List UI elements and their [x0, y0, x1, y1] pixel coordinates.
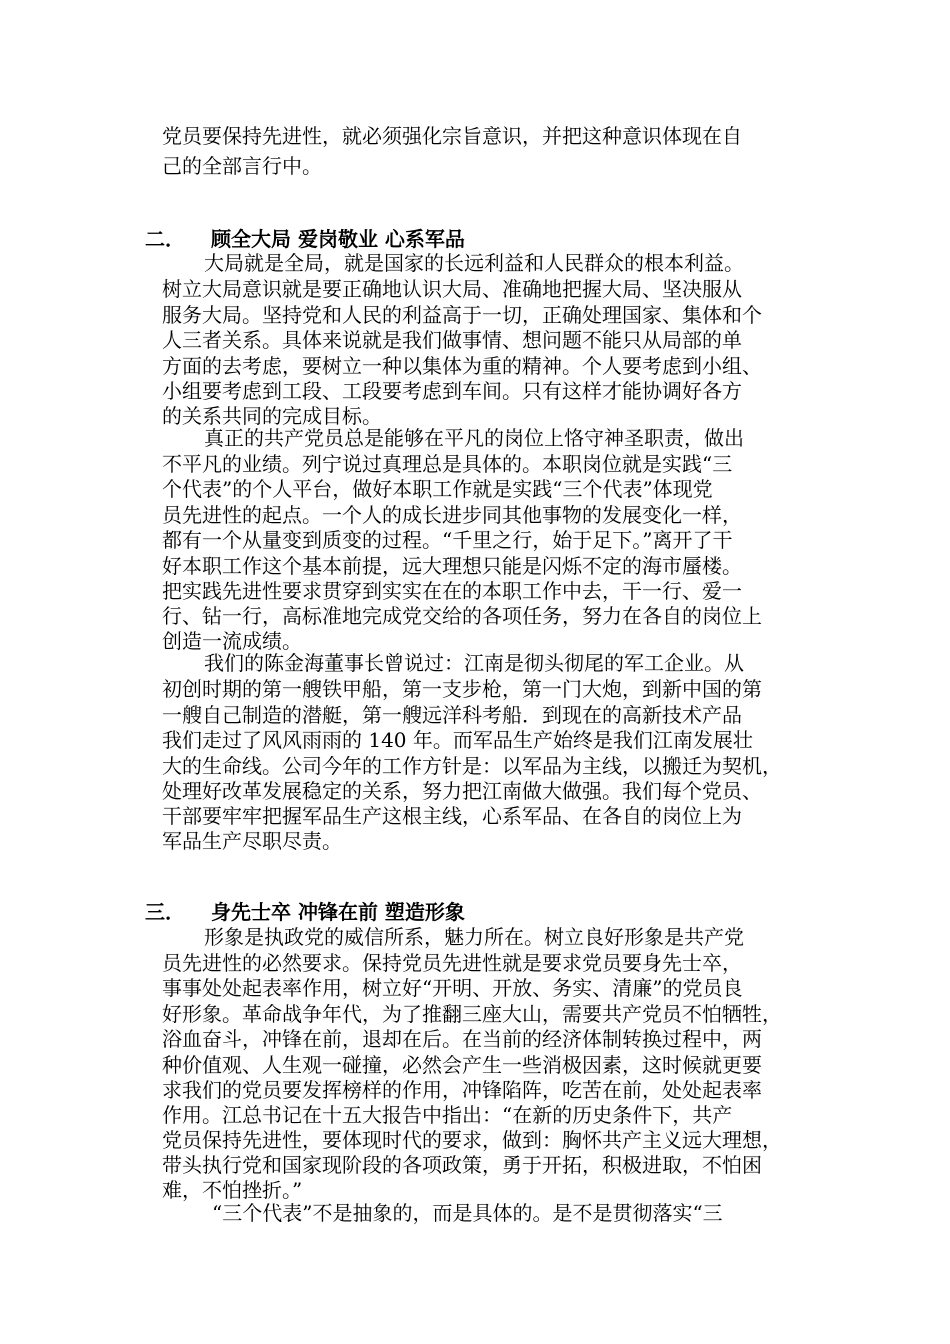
- section-2-number: 二．: [145, 227, 185, 251]
- s2-p2-line-9: 创造一流成绩。: [162, 629, 302, 653]
- s2-p3-line-5: 大的生命线。公司今年的工作方针是：以军品为主线，以搬迁为契机，: [162, 754, 782, 778]
- section-3-title: 身先士卒 冲锋在前 塑造形象: [211, 900, 465, 924]
- s2-p1-line-4: 人三者关系。具体来说就是我们做事情、想问题不能只从局部的单: [162, 328, 742, 352]
- intro-line-2: 己的全部言行中。: [162, 154, 322, 178]
- s2-p1-line-6: 小组要考虑到工段、工段要考虑到车间。只有这样才能协调好各方: [162, 379, 742, 403]
- s3-p1-line-5: 浴血奋斗，冲锋在前，退却在后。在当前的经济体制转换过程中，两: [162, 1027, 762, 1051]
- s2-p3-line-4: 我们走过了风风雨雨的 140 年。而军品生产始终是我们江南发展壮: [162, 728, 753, 752]
- s3-p1-line-10: 带头执行党和国家现阶段的各项政策，勇于开拓，积极进取，不怕困: [162, 1153, 762, 1177]
- s2-p1-line-7: 的关系共同的完成目标。: [162, 404, 382, 428]
- s2-p2-line-7: 把实践先进性要求贯穿到实实在在的本职工作中去，干一行、爱一: [162, 579, 742, 603]
- s3-p1-line-8: 作用。江总书记在十五大报告中指出：“在新的历史条件下，共产: [162, 1103, 733, 1127]
- s2-p3-line-1: 我们的陈金海董事长曾说过：江南是彻头彻尾的军工企业。从: [204, 651, 744, 675]
- section-3-number: 三．: [145, 900, 185, 924]
- s2-p1-line-5: 方面的去考虑，要树立一种以集体为重的精神。个人要考虑到小组、: [162, 354, 762, 378]
- s3-p2-line-1: “三个代表”不是抽象的，而是具体的。是不是贯彻落实“三: [212, 1201, 723, 1225]
- s3-p1-line-9: 党员保持先进性，要体现时代的要求，做到：胸怀共产主义远大理想，: [162, 1128, 782, 1152]
- s2-p2-line-5: 都有一个从量变到质变的过程。“千里之行，始于足下。”离开了干: [162, 528, 733, 552]
- intro-line-1: 党员要保持先进性，就必须强化宗旨意识，并把这种意识体现在自: [162, 124, 742, 148]
- s2-p3-line-7: 干部要牢牢把握军品生产这根主线，心系军品、在各自的岗位上为: [162, 804, 742, 828]
- s3-p1-line-6: 种价值观、人生观一碰撞，必然会产生一些消极因素，这时候就更要: [162, 1053, 762, 1077]
- s2-p2-line-4: 员先进性的起点。一个人的成长进步同其他事物的发展变化一样，: [162, 503, 742, 527]
- s2-p1-line-2: 树立大局意识就是要正确地认识大局、准确地把握大局、坚决服从: [162, 277, 742, 301]
- s2-p2-line-3: 个代表”的个人平台，做好本职工作就是实践“三个代表”体现党: [162, 477, 713, 501]
- s3-p1-line-11: 难，不怕挫折。”: [162, 1178, 303, 1202]
- s2-p1-line-1: 大局就是全局，就是国家的长远利益和人民群众的根本利益。: [204, 251, 744, 275]
- s2-p3-line-8: 军品生产尽职尽责。: [162, 829, 342, 853]
- s2-p3-line-3: 一艘自己制造的潜艇，第一艘远洋科考船．到现在的高新技术产品: [162, 703, 742, 727]
- s2-p2-line-1: 真正的共产党员总是能够在平凡的岗位上恪守神圣职责，做出: [204, 426, 744, 450]
- s3-p1-line-2: 员先进性的必然要求。保持党员先进性就是要求党员要身先士卒，: [162, 951, 742, 975]
- s2-p2-line-6: 好本职工作这个基本前提，远大理想只能是闪烁不定的海市蜃楼。: [162, 554, 742, 578]
- s3-p1-line-3: 事事处处起表率作用，树立好“开明、开放、务实、清廉”的党员良: [162, 976, 743, 1000]
- s2-p2-line-2: 不平凡的业绩。列宁说过真理总是具体的。本职岗位就是实践“三: [162, 452, 733, 476]
- s2-p3-line-6: 处理好改革发展稳定的关系，努力把江南做大做强。我们每个党员、: [162, 779, 762, 803]
- s2-p3-line-2: 初创时期的第一艘铁甲船，第一支步枪，第一门大炮，到新中国的第: [162, 677, 762, 701]
- section-2-title: 顾全大局 爱岗敬业 心系军品: [211, 227, 465, 251]
- s2-p1-line-3: 服务大局。坚持党和人民的利益高于一切，正确处理国家、集体和个: [162, 303, 762, 327]
- s3-p1-line-7: 求我们的党员要发挥榜样的作用，冲锋陷阵，吃苦在前，处处起表率: [162, 1078, 762, 1102]
- s3-p1-line-1: 形象是执政党的威信所系，魅力所在。树立良好形象是共产党: [204, 925, 744, 949]
- s3-p1-line-4: 好形象。革命战争年代，为了推翻三座大山，需要共产党员不怕牺牲，: [162, 1002, 782, 1026]
- s2-p2-line-8: 行、钻一行，高标准地完成党交给的各项任务，努力在各自的岗位上: [162, 604, 762, 628]
